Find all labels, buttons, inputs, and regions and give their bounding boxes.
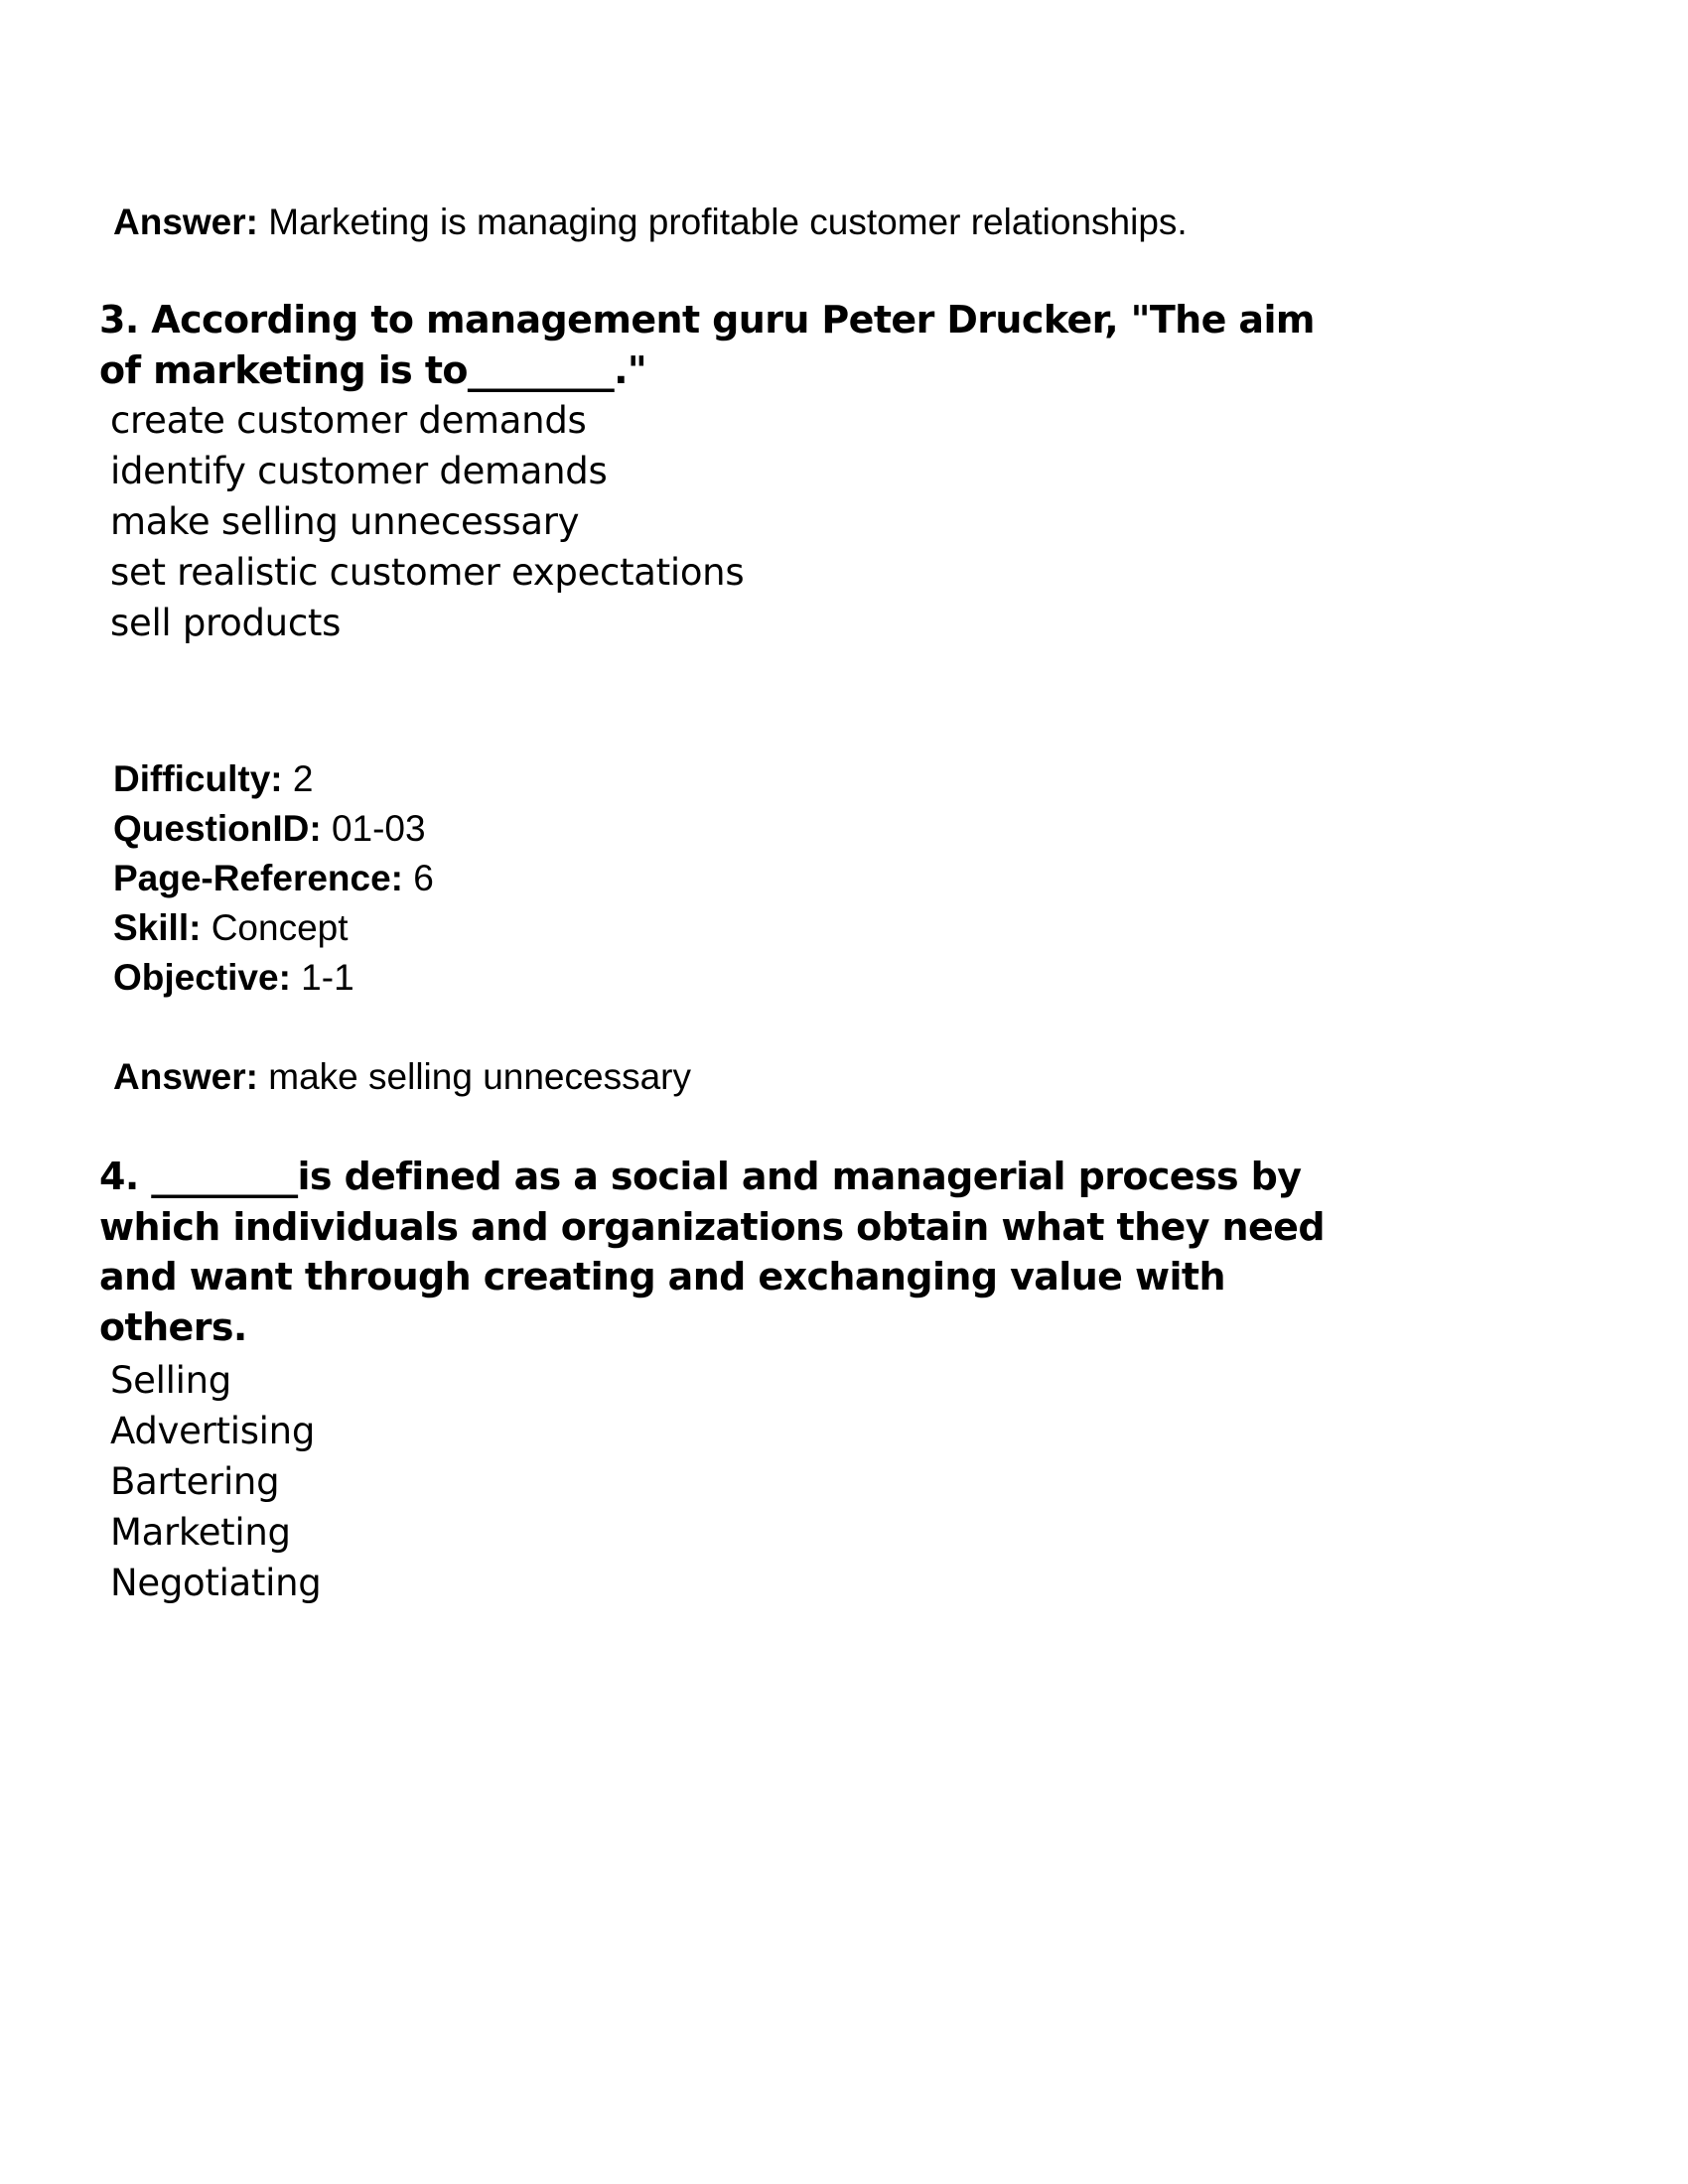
- option: make selling unnecessary: [110, 500, 580, 543]
- answer-value: Marketing is managing profitable customer relationships.: [257, 202, 1188, 242]
- question-3-options: [110, 395, 744, 648]
- question-metadata: [113, 754, 434, 1003]
- meta-value: 1-1: [290, 957, 354, 998]
- question-text: of marketing is to________.": [99, 347, 647, 392]
- option: identify customer demands: [110, 450, 608, 492]
- option: create customer demands: [110, 399, 587, 442]
- option: Marketing: [110, 1511, 291, 1554]
- option: Negotiating: [110, 1562, 322, 1604]
- meta-question-id: [113, 804, 434, 854]
- meta-label: QuestionID:: [113, 808, 322, 849]
- option: Advertising: [110, 1410, 315, 1452]
- answer-line: [113, 1052, 691, 1102]
- meta-value: 6: [403, 858, 434, 898]
- meta-label: Skill:: [113, 907, 202, 948]
- meta-page-reference: [113, 854, 434, 903]
- meta-value: 01-03: [321, 808, 426, 849]
- question-3: [99, 295, 1315, 395]
- question-4-options: [110, 1355, 321, 1608]
- answer-value: make selling unnecessary: [257, 1056, 691, 1097]
- meta-difficulty: [113, 754, 434, 804]
- answer-line: [113, 198, 1188, 247]
- option: Bartering: [110, 1460, 280, 1503]
- option: Selling: [110, 1359, 231, 1402]
- answer-label: Answer:: [113, 1056, 258, 1097]
- question-4: [99, 1152, 1325, 1352]
- option: sell products: [110, 602, 342, 644]
- meta-label: Page-Reference:: [113, 858, 404, 898]
- answer-label: Answer:: [113, 202, 258, 242]
- question-text: others.: [99, 1304, 247, 1349]
- meta-value: Concept: [201, 907, 349, 948]
- question-text: and want through creating and exchanging value with: [99, 1255, 1225, 1298]
- question-text: 3. According to management guru Peter Drucker, "The aim: [99, 298, 1315, 341]
- question-text: 4. ________is defined as a social and managerial process by: [99, 1155, 1302, 1198]
- meta-label: Difficulty:: [113, 758, 283, 799]
- meta-skill: [113, 903, 434, 953]
- meta-value: 2: [282, 758, 314, 799]
- option: set realistic customer expectations: [110, 551, 745, 594]
- meta-label: Objective:: [113, 957, 291, 998]
- meta-objective: [113, 953, 434, 1003]
- question-text: which individuals and organizations obtain what they need: [99, 1204, 1325, 1249]
